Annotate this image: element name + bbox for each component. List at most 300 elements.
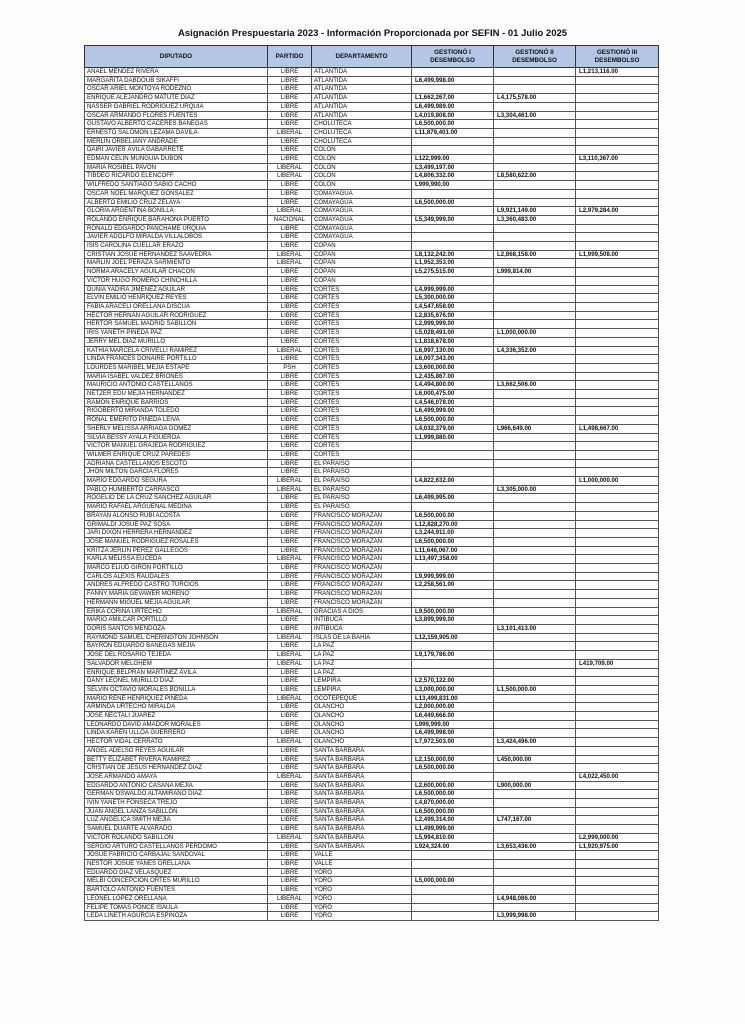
- diputado-cell: MARIO EDGARDO SEGURA: [85, 477, 268, 486]
- partido-cell: LIBERAL: [268, 633, 312, 642]
- table-row: [85, 572, 659, 581]
- partido-cell: LIBRE: [268, 189, 312, 198]
- gestion-2-cell: L1,500,000.00: [494, 685, 576, 694]
- partido-cell: LIBRE: [268, 799, 312, 808]
- gestion-1-cell: L4,546,078.00: [412, 398, 494, 407]
- gestion-2-cell: L3,304,461.00: [494, 111, 576, 120]
- departamento-cell: CORTÉS: [312, 355, 412, 364]
- table-row: [85, 537, 659, 546]
- partido-cell: LIBRE: [268, 155, 312, 164]
- partido-cell: LIBRE: [268, 424, 312, 433]
- partido-cell: LIBERAL: [268, 694, 312, 703]
- table-row: [85, 85, 659, 94]
- departamento-cell: OLANCHO: [312, 729, 412, 738]
- partido-cell: LIBRE: [268, 746, 312, 755]
- gestion-2-cell: [494, 886, 576, 895]
- partido-cell: LIBRE: [268, 503, 312, 512]
- partido-cell: LIBRE: [268, 807, 312, 816]
- table-row: [85, 555, 659, 564]
- departamento-cell: YORO: [312, 912, 412, 921]
- diputado-cell: MARLIN JOEL PERAZA SARMIENTO: [85, 259, 268, 268]
- gestion-3-cell: [576, 694, 659, 703]
- gestion-3-cell: [576, 285, 659, 294]
- gestion-3-cell: [576, 807, 659, 816]
- gestion-3-cell: [576, 337, 659, 346]
- departamento-cell: SANTA BÁRBARA: [312, 772, 412, 781]
- table-row: [85, 276, 659, 285]
- partido-cell: LIBERAL: [268, 207, 312, 216]
- table-row: [85, 503, 659, 512]
- partido-cell: LIBRE: [268, 433, 312, 442]
- gestion-1-cell: [412, 598, 494, 607]
- table-row: [85, 903, 659, 912]
- departamento-cell: CORTÉS: [312, 450, 412, 459]
- departamento-cell: OLANCHO: [312, 703, 412, 712]
- diputado-cell: SAMUEL DUARTE ALVARADO: [85, 825, 268, 834]
- table-row: [85, 128, 659, 137]
- gestion-1-cell: L3,244,911.00: [412, 529, 494, 538]
- gestion-2-cell: [494, 511, 576, 520]
- gestion-3-cell: [576, 903, 659, 912]
- gestion-3-cell: [576, 85, 659, 94]
- partido-cell: LIBRE: [268, 912, 312, 921]
- gestion-1-cell: L6,500,000.00: [412, 764, 494, 773]
- departamento-cell: LEMPIRA: [312, 677, 412, 686]
- departamento-cell: EL PARAÍSO: [312, 468, 412, 477]
- gestion-3-cell: [576, 450, 659, 459]
- partido-cell: LIBERAL: [268, 607, 312, 616]
- table-row: [85, 825, 659, 834]
- gestion-3-cell: [576, 468, 659, 477]
- gestion-3-cell: [576, 189, 659, 198]
- diputado-cell: MARIA ISABEL VALDEZ BRIONES: [85, 372, 268, 381]
- departamento-cell: LA PAZ: [312, 642, 412, 651]
- gestion-1-cell: L6,500,000.00: [412, 790, 494, 799]
- gestion-1-cell: [412, 85, 494, 94]
- gestion-3-cell: L3,110,367.00: [576, 155, 659, 164]
- partido-cell: LIBRE: [268, 294, 312, 303]
- gestion-3-cell: [576, 198, 659, 207]
- gestion-1-cell: L6,499,995.00: [412, 494, 494, 503]
- gestion-1-cell: L6,499,998.00: [412, 729, 494, 738]
- gestion-2-cell: [494, 546, 576, 555]
- gestion-2-cell: [494, 677, 576, 686]
- diputado-cell: CRISTIAN JOSUE HERNANDEZ SAAVEDRA: [85, 250, 268, 259]
- table-row: [85, 712, 659, 721]
- departamento-cell: ATLÁNTIDA: [312, 68, 412, 77]
- gestion-3-cell: L4,022,450.00: [576, 772, 659, 781]
- gestion-3-cell: L2,979,284.00: [576, 207, 659, 216]
- gestion-1-cell: L2,499,314.00: [412, 816, 494, 825]
- gestion-2-cell: L4,948,086.00: [494, 894, 576, 903]
- diputado-cell: BARTOLO ANTONIO FUENTES: [85, 886, 268, 895]
- table-row: [85, 468, 659, 477]
- gestion-1-cell: L924,324.00: [412, 842, 494, 851]
- gestion-3-cell: [576, 799, 659, 808]
- gestion-3-cell: [576, 790, 659, 799]
- diputado-cell: MARIA ROSIBEL PAVON: [85, 163, 268, 172]
- gestion-3-cell: [576, 555, 659, 564]
- diputado-cell: LOURDES MARIBEL MEJIA ESTAPE: [85, 363, 268, 372]
- gestion-1-cell: L4,999,999.00: [412, 285, 494, 294]
- gestion-3-cell: [576, 668, 659, 677]
- partido-cell: LIBERAL: [268, 250, 312, 259]
- partido-cell: LIBRE: [268, 581, 312, 590]
- partido-cell: LIBRE: [268, 459, 312, 468]
- diputado-cell: FELIPE TOMÁS PONCE ISAULA: [85, 903, 268, 912]
- gestion-3-cell: [576, 598, 659, 607]
- departamento-cell: SANTA BÁRBARA: [312, 755, 412, 764]
- gestion-3-cell: [576, 520, 659, 529]
- partido-cell: LIBRE: [268, 120, 312, 129]
- partido-cell: LIBRE: [268, 903, 312, 912]
- departamento-cell: ATLÁNTIDA: [312, 102, 412, 111]
- partido-cell: LIBRE: [268, 598, 312, 607]
- diputado-cell: NESTOR JOSUE YANES ORELLANA: [85, 859, 268, 868]
- gestion-2-cell: [494, 137, 576, 146]
- partido-cell: LIBRE: [268, 372, 312, 381]
- gestion-2-cell: [494, 163, 576, 172]
- table-row: [85, 259, 659, 268]
- gestion-1-cell: [412, 894, 494, 903]
- gestion-1-cell: L6,500,000.00: [412, 511, 494, 520]
- diputado-cell: WILFREDO SANTIAGO SABIO CACHO: [85, 181, 268, 190]
- gestion-2-cell: L747,167.00: [494, 816, 576, 825]
- partido-cell: LIBRE: [268, 85, 312, 94]
- table-row: [85, 790, 659, 799]
- diputado-cell: IVIN YANETH FONSECA TREJO: [85, 799, 268, 808]
- gestion-2-cell: L450,000.00: [494, 755, 576, 764]
- gestion-2-cell: [494, 198, 576, 207]
- diputado-cell: NETZER EDU MEJIA HERNANDEZ: [85, 390, 268, 399]
- diputado-cell: CRISTIAN DE JESÚS HERNÁNDEZ DÍAZ: [85, 764, 268, 773]
- gestion-1-cell: L1,499,999.00: [412, 825, 494, 834]
- gestion-2-cell: [494, 85, 576, 94]
- table-row: [85, 155, 659, 164]
- gestion-3-cell: [576, 242, 659, 251]
- partido-cell: LIBRE: [268, 302, 312, 311]
- diputado-cell: VICTOR HUGO ROMERO CHINCHILLA: [85, 276, 268, 285]
- gestion-3-cell: [576, 111, 659, 120]
- gestion-3-cell: [576, 886, 659, 895]
- departamento-cell: YORO: [312, 886, 412, 895]
- table-row: [85, 894, 659, 903]
- diputado-cell: OSCAR ARIEL MONTOYA RODEZNO: [85, 85, 268, 94]
- gestion-3-cell: L1,999,508.00: [576, 250, 659, 259]
- gestion-3-cell: [576, 859, 659, 868]
- gestion-1-cell: L11,879,401.00: [412, 128, 494, 137]
- table-row: [85, 694, 659, 703]
- gestion-3-cell: [576, 320, 659, 329]
- gestion-1-cell: L9,179,786.00: [412, 651, 494, 660]
- table-row: [85, 912, 659, 921]
- gestion-3-cell: [576, 302, 659, 311]
- departamento-cell: FRANCISCO MORAZÁN: [312, 520, 412, 529]
- diputado-cell: JUAN ÁNGEL LANZA SABILLÓN: [85, 807, 268, 816]
- table-row: [85, 111, 659, 120]
- gestion-3-cell: [576, 433, 659, 442]
- partido-cell: LIBRE: [268, 390, 312, 399]
- table-row: [85, 416, 659, 425]
- departamento-cell: FRANCISCO MORAZÁN: [312, 537, 412, 546]
- departamento-cell: OLANCHO: [312, 720, 412, 729]
- gestion-1-cell: L6,449,666.00: [412, 712, 494, 721]
- table-row: [85, 755, 659, 764]
- gestion-1-cell: [412, 450, 494, 459]
- header-partido: PARTIDO: [268, 46, 312, 68]
- diputado-cell: BAYRON EDUARDO BANEGAS MÉJIA: [85, 642, 268, 651]
- table-row: [85, 346, 659, 355]
- gestion-3-cell: [576, 703, 659, 712]
- gestion-2-cell: L3,360,483.00: [494, 215, 576, 224]
- table-row: [85, 311, 659, 320]
- table-row: [85, 120, 659, 129]
- table-row: [85, 764, 659, 773]
- departamento-cell: COPÁN: [312, 268, 412, 277]
- gestion-3-cell: [576, 712, 659, 721]
- diputado-cell: EDGARDO ANTONIO CASAÑA MEJÍA: [85, 781, 268, 790]
- gestion-3-cell: [576, 381, 659, 390]
- table-row: [85, 215, 659, 224]
- gestion-1-cell: [412, 886, 494, 895]
- departamento-cell: FRANCISCO MORAZÁN: [312, 572, 412, 581]
- table-row: [85, 703, 659, 712]
- table-row: [85, 859, 659, 868]
- diputado-cell: MARIO RAFAEL ARGUEÑAL MEDINA: [85, 503, 268, 512]
- diputado-cell: LINDA KAREN ULLOA GUERRERO: [85, 729, 268, 738]
- departamento-cell: COPÁN: [312, 242, 412, 251]
- table-row: [85, 390, 659, 399]
- gestion-2-cell: [494, 398, 576, 407]
- table-row: [85, 381, 659, 390]
- gestion-2-cell: [494, 772, 576, 781]
- partido-cell: LIBRE: [268, 590, 312, 599]
- gestion-2-cell: [494, 276, 576, 285]
- gestion-3-cell: [576, 511, 659, 520]
- gestion-1-cell: L6,499,998.00: [412, 76, 494, 85]
- partido-cell: LIBRE: [268, 712, 312, 721]
- gestion-2-cell: [494, 416, 576, 425]
- diputado-cell: ISIS CAROLINA CUELLAR ERAZO: [85, 242, 268, 251]
- gestion-1-cell: [412, 442, 494, 451]
- gestion-1-cell: L2,150,000.00: [412, 755, 494, 764]
- gestion-1-cell: L3,499,197.00: [412, 163, 494, 172]
- table-row: [85, 68, 659, 77]
- table-row: [85, 799, 659, 808]
- departamento-cell: CORTÉS: [312, 294, 412, 303]
- gestion-3-cell: [576, 503, 659, 512]
- gestion-1-cell: [412, 668, 494, 677]
- gestion-2-cell: [494, 363, 576, 372]
- budget-table: [84, 45, 659, 921]
- gestion-2-cell: [494, 537, 576, 546]
- gestion-2-cell: [494, 442, 576, 451]
- gestion-1-cell: L1,952,353.00: [412, 259, 494, 268]
- departamento-cell: CORTÉS: [312, 363, 412, 372]
- gestion-3-cell: [576, 128, 659, 137]
- partido-cell: LIBRE: [268, 407, 312, 416]
- diputado-cell: ANDRÉS ALFREDO CASTRO TURCIOS: [85, 581, 268, 590]
- diputado-cell: RONALD EDGARDO PANCHAME URQUIA: [85, 224, 268, 233]
- gestion-1-cell: L13,497,358.00: [412, 555, 494, 564]
- partido-cell: LIBRE: [268, 224, 312, 233]
- diputado-cell: PABLO HUMBERTO CARRASCO: [85, 485, 268, 494]
- departamento-cell: CORTÉS: [312, 433, 412, 442]
- table-row: [85, 398, 659, 407]
- header-departamento: DEPARTAMENTO: [312, 46, 412, 68]
- gestion-2-cell: [494, 572, 576, 581]
- header-gestion-3-line2: DESEMBOLSO: [594, 56, 640, 64]
- gestion-1-cell: L2,000,000.00: [412, 703, 494, 712]
- gestion-1-cell: L6,500,000.00: [412, 198, 494, 207]
- departamento-cell: CORTÉS: [312, 390, 412, 399]
- gestion-1-cell: [412, 224, 494, 233]
- departamento-cell: CORTÉS: [312, 372, 412, 381]
- header-gestion-1-line2: DESEMBOLSO: [430, 56, 475, 64]
- departamento-cell: CORTÉS: [312, 337, 412, 346]
- departamento-cell: LEMPIRA: [312, 685, 412, 694]
- partido-cell: LIBRE: [268, 642, 312, 651]
- diputado-cell: ALBERTO EMILIO CRUZ ZELAYA: [85, 198, 268, 207]
- departamento-cell: COMAYAGUA: [312, 198, 412, 207]
- gestion-1-cell: L4,822,632.00: [412, 477, 494, 486]
- gestion-2-cell: L966,649.00: [494, 424, 576, 433]
- diputado-cell: MARGARITA DABDOUB SIKAFFI: [85, 76, 268, 85]
- departamento-cell: COPÁN: [312, 259, 412, 268]
- diputado-cell: RIGOBERTO MIRANDA TOLEDO: [85, 407, 268, 416]
- gestion-2-cell: [494, 764, 576, 773]
- gestion-1-cell: L8,132,242.00: [412, 250, 494, 259]
- diputado-cell: ADRIANA CASTELLANOS ESCOTO: [85, 459, 268, 468]
- gestion-2-cell: L2,868,158.00: [494, 250, 576, 259]
- gestion-1-cell: L9,500,000.00: [412, 607, 494, 616]
- table-row: [85, 320, 659, 329]
- gestion-1-cell: L6,499,999.00: [412, 407, 494, 416]
- gestion-1-cell: L2,835,676.00: [412, 311, 494, 320]
- gestion-1-cell: [412, 746, 494, 755]
- gestion-2-cell: [494, 337, 576, 346]
- gestion-2-cell: [494, 790, 576, 799]
- diputado-cell: BETTY ELIZABET RIVERA RAMIREZ: [85, 755, 268, 764]
- diputado-cell: DANY LEONEL MURILLO DÍAZ: [85, 677, 268, 686]
- gestion-2-cell: [494, 259, 576, 268]
- partido-cell: LIBRE: [268, 355, 312, 364]
- gestion-3-cell: [576, 372, 659, 381]
- partido-cell: LIBRE: [268, 703, 312, 712]
- table-row: [85, 250, 659, 259]
- partido-cell: LIBRE: [268, 685, 312, 694]
- partido-cell: LIBRE: [268, 337, 312, 346]
- table-row: [85, 181, 659, 190]
- partido-cell: LIBRE: [268, 329, 312, 338]
- diputado-cell: VICTOR ROLANDO SABILLON: [85, 833, 268, 842]
- gestion-3-cell: [576, 764, 659, 773]
- diputado-cell: JARI DIXON HERRERA HERNÁNDEZ: [85, 529, 268, 538]
- diputado-cell: WILMER ENRIQUE CRUZ PAREDES: [85, 450, 268, 459]
- departamento-cell: COMAYAGUA: [312, 189, 412, 198]
- header-gestion-2-line1: GESTIONÓ II: [515, 49, 554, 56]
- gestion-3-cell: [576, 398, 659, 407]
- departamento-cell: FRANCISCO MORAZÁN: [312, 564, 412, 573]
- partido-cell: LIBRE: [268, 851, 312, 860]
- gestion-2-cell: [494, 903, 576, 912]
- gestion-1-cell: L2,435,867.00: [412, 372, 494, 381]
- partido-cell: LIBRE: [268, 494, 312, 503]
- gestion-2-cell: [494, 616, 576, 625]
- gestion-3-cell: [576, 616, 659, 625]
- gestion-2-cell: [494, 68, 576, 77]
- gestion-3-cell: [576, 146, 659, 155]
- gestion-2-cell: L999,814.00: [494, 268, 576, 277]
- gestion-3-cell: [576, 642, 659, 651]
- table-row: [85, 207, 659, 216]
- departamento-cell: OLANCHO: [312, 738, 412, 747]
- table-row: [85, 94, 659, 103]
- gestion-2-cell: L4,175,578.00: [494, 94, 576, 103]
- table-header: [85, 46, 659, 68]
- diputado-cell: ENRIQUE BELPRÁN MARTÍNEZ ÁVILA: [85, 668, 268, 677]
- departamento-cell: COLÓN: [312, 181, 412, 190]
- partido-cell: LIBRE: [268, 442, 312, 451]
- gestion-1-cell: L5,994,810.00: [412, 833, 494, 842]
- gestion-2-cell: L9,921,149.00: [494, 207, 576, 216]
- partido-cell: LIBERAL: [268, 346, 312, 355]
- departamento-cell: COMAYAGUA: [312, 207, 412, 216]
- gestion-3-cell: [576, 137, 659, 146]
- gestion-2-cell: [494, 181, 576, 190]
- partido-cell: LIBRE: [268, 546, 312, 555]
- table-row: [85, 337, 659, 346]
- partido-cell: LIBERAL: [268, 172, 312, 181]
- gestion-2-cell: [494, 372, 576, 381]
- table-row: [85, 424, 659, 433]
- table-row: [85, 868, 659, 877]
- table-row: [85, 633, 659, 642]
- diputado-cell: OSCAR ARMANDO FLORES FUENTES: [85, 111, 268, 120]
- table-row: [85, 720, 659, 729]
- gestion-2-cell: [494, 155, 576, 164]
- partido-cell: LIBRE: [268, 625, 312, 634]
- gestion-1-cell: [412, 485, 494, 494]
- table-row: [85, 146, 659, 155]
- gestion-3-cell: [576, 537, 659, 546]
- table-row: [85, 886, 659, 895]
- gestion-1-cell: L5,000,000.00: [412, 877, 494, 886]
- partido-cell: LIBRE: [268, 68, 312, 77]
- departamento-cell: CHOLUTECA: [312, 128, 412, 137]
- departamento-cell: COPÁN: [312, 250, 412, 259]
- gestion-1-cell: L6,500,000.00: [412, 416, 494, 425]
- partido-cell: LIBRE: [268, 677, 312, 686]
- gestion-3-cell: [576, 720, 659, 729]
- gestion-3-cell: [576, 590, 659, 599]
- departamento-cell: CORTÉS: [312, 416, 412, 425]
- departamento-cell: FRANCISCO MORAZÁN: [312, 590, 412, 599]
- diputado-cell: CARLOS ALEXIS RAUDALES: [85, 572, 268, 581]
- diputado-cell: FANNY MARÍA GEVAWER MORENO: [85, 590, 268, 599]
- gestion-1-cell: L122,999.00: [412, 155, 494, 164]
- gestion-3-cell: [576, 581, 659, 590]
- table-row: [85, 355, 659, 364]
- gestion-1-cell: L1,662,267.00: [412, 94, 494, 103]
- partido-cell: LIBRE: [268, 564, 312, 573]
- departamento-cell: CORTÉS: [312, 346, 412, 355]
- departamento-cell: INTIBUCÁ: [312, 616, 412, 625]
- gestion-2-cell: [494, 729, 576, 738]
- diputado-cell: BRAYAN ALONSO RUBÍ ACOSTA: [85, 511, 268, 520]
- gestion-3-cell: [576, 215, 659, 224]
- gestion-2-cell: [494, 851, 576, 860]
